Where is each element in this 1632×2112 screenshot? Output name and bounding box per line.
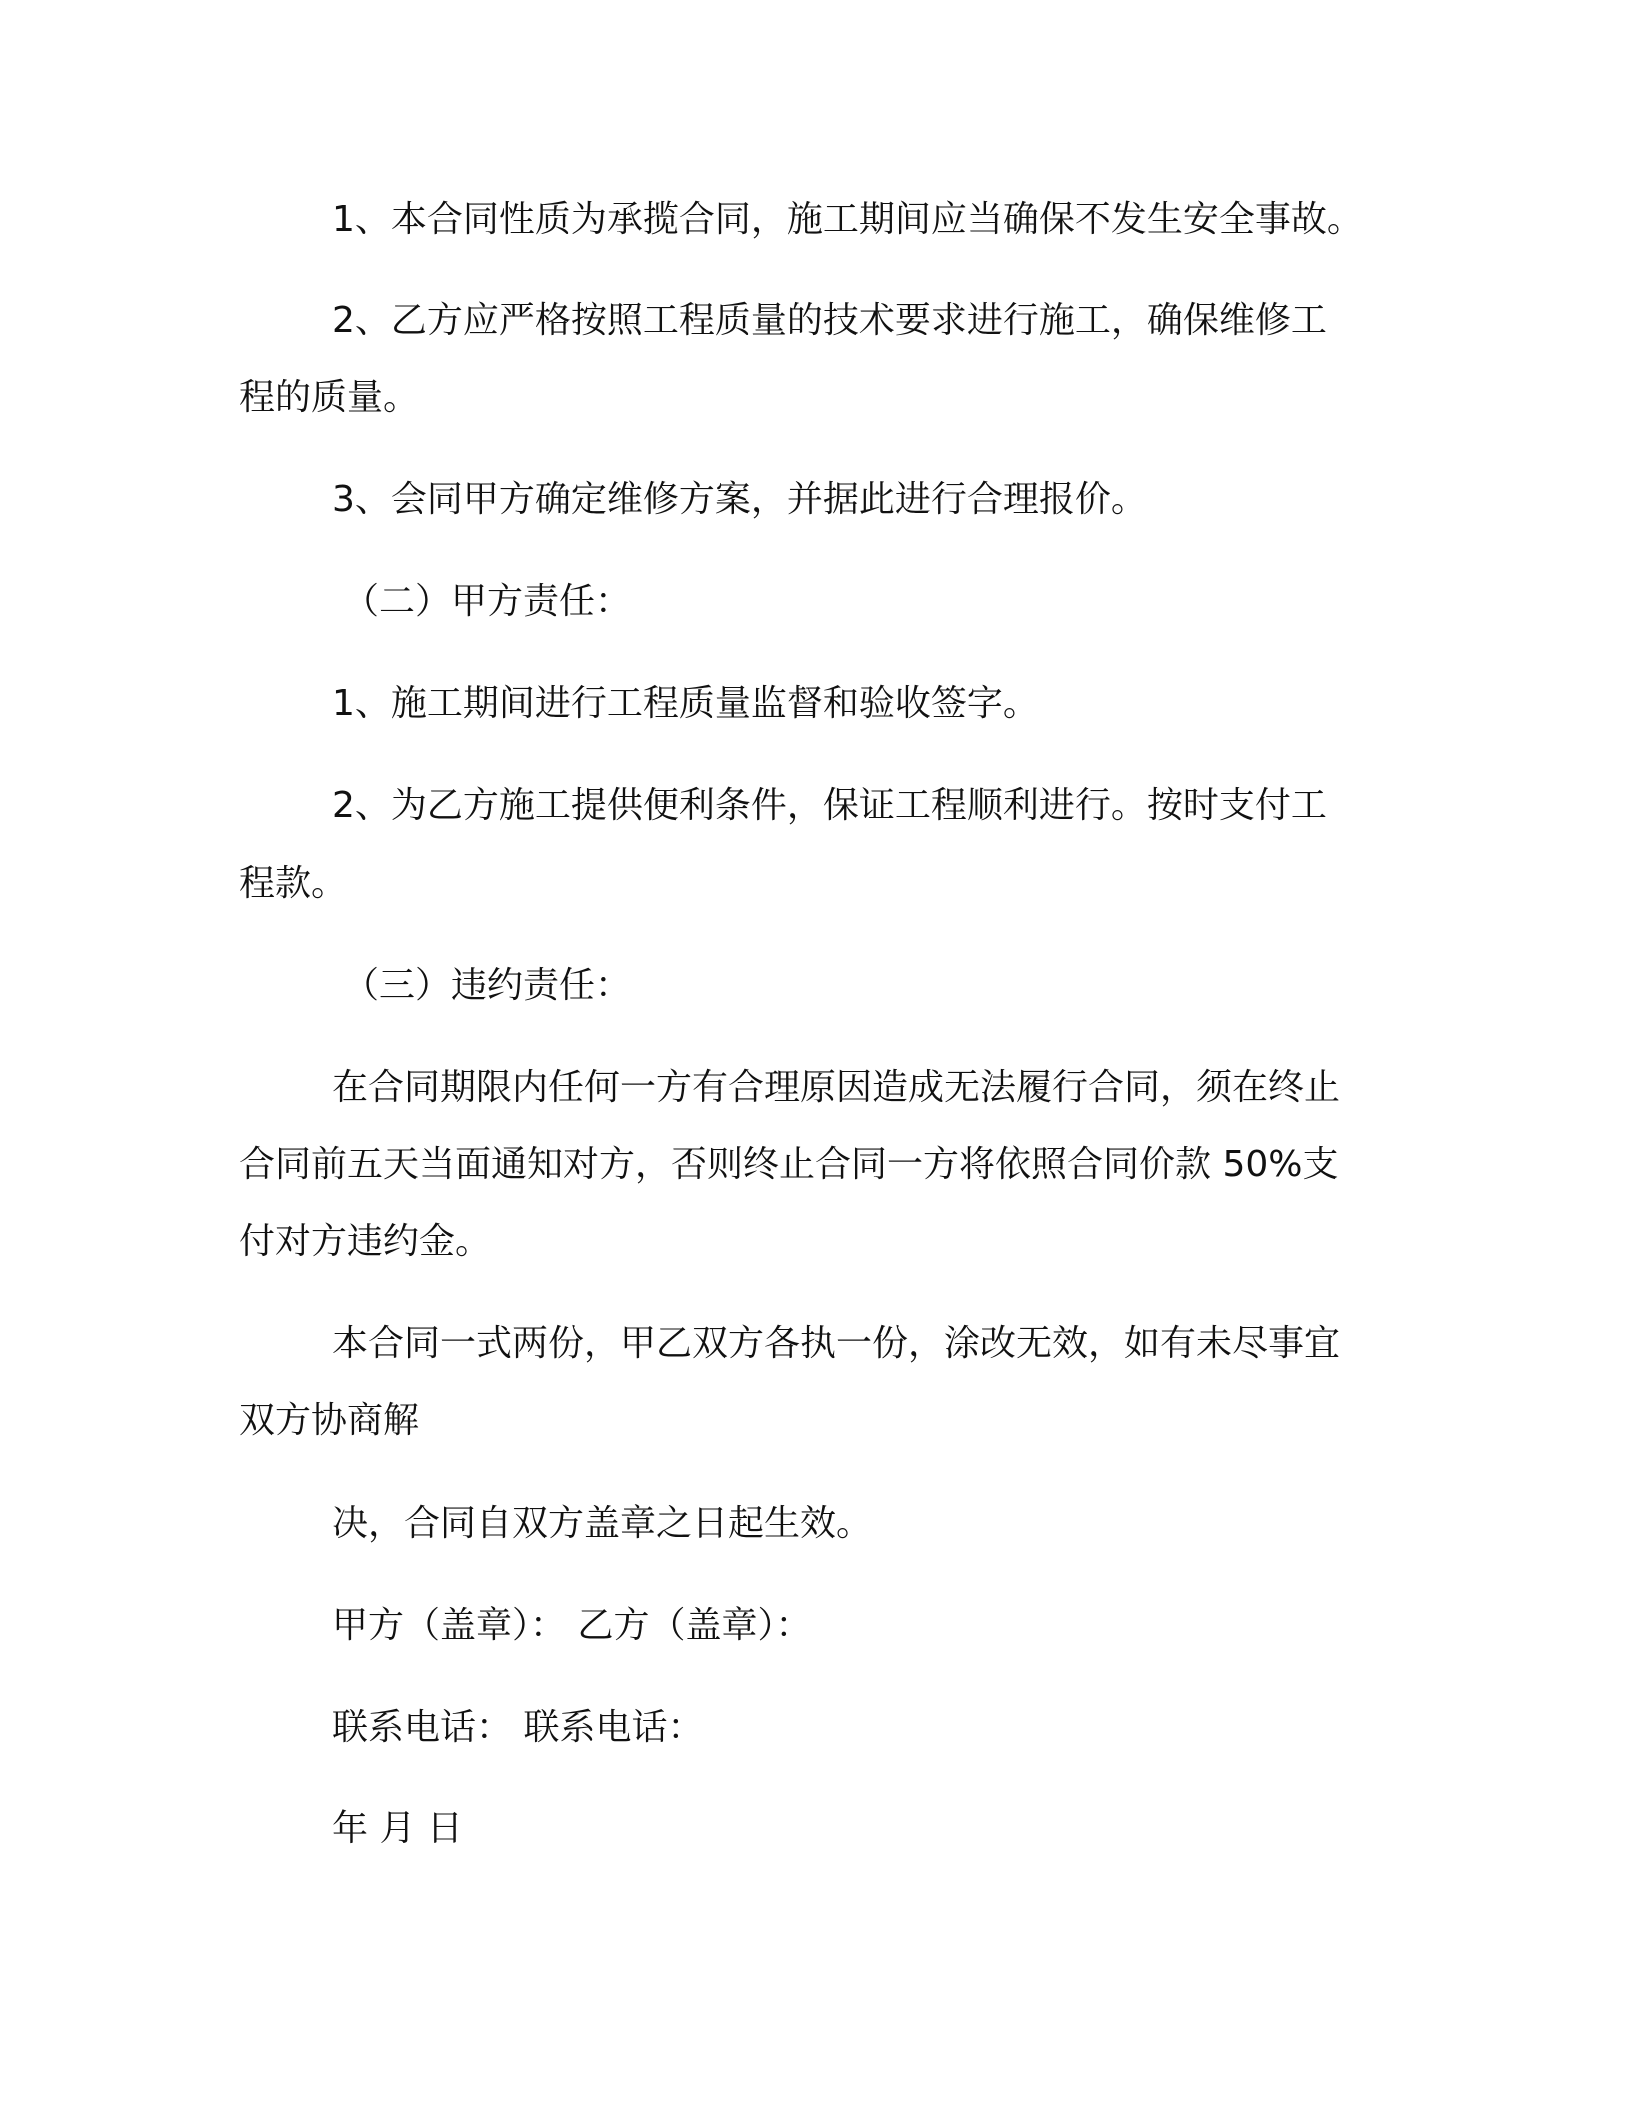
party-a-duty-1: 1、施工期间进行工程质量监督和验收签字。	[332, 683, 1039, 724]
contractor-duty-2: 2、乙方应严格按照工程质量的技术要求进行施工，确保维修工	[332, 300, 1327, 341]
copies-text-line-2: 双方协商解	[239, 1400, 420, 1441]
signature-line: 甲方（盖章）： 乙方（盖章）：	[332, 1605, 812, 1646]
phone-line: 联系电话： 联系电话：	[332, 1707, 704, 1748]
breach-heading: （三）违约责任：	[343, 965, 632, 1006]
breach-text-line-3: 付对方违约金。	[239, 1221, 492, 1262]
party-a-heading: （二）甲方责任：	[343, 581, 632, 622]
copies-text-line-1: 本合同一式两份，甲乙双方各执一份，涂改无效，如有未尽事宜	[332, 1323, 1341, 1364]
date-line: 年 月 日	[332, 1808, 463, 1849]
copies-text-line-3: 决，合同自双方盖章之日起生效。	[332, 1503, 873, 1544]
contractor-duty-2-cont: 程的质量。	[239, 377, 420, 418]
party-a-duty-2-cont: 程款。	[239, 863, 348, 904]
breach-text-line-1: 在合同期限内任何一方有合理原因造成无法履行合同，须在终止	[332, 1067, 1341, 1108]
contractor-duty-1: 1、本合同性质为承揽合同，施工期间应当确保不发生安全事故。	[332, 199, 1363, 240]
breach-text-line-2: 合同前五天当面通知对方，否则终止合同一方将依照合同价款 50%支	[239, 1144, 1339, 1185]
contractor-duty-3: 3、会同甲方确定维修方案，并据此进行合理报价。	[332, 479, 1147, 520]
party-a-duty-2: 2、为乙方施工提供便利条件，保证工程顺利进行。按时支付工	[332, 785, 1327, 826]
